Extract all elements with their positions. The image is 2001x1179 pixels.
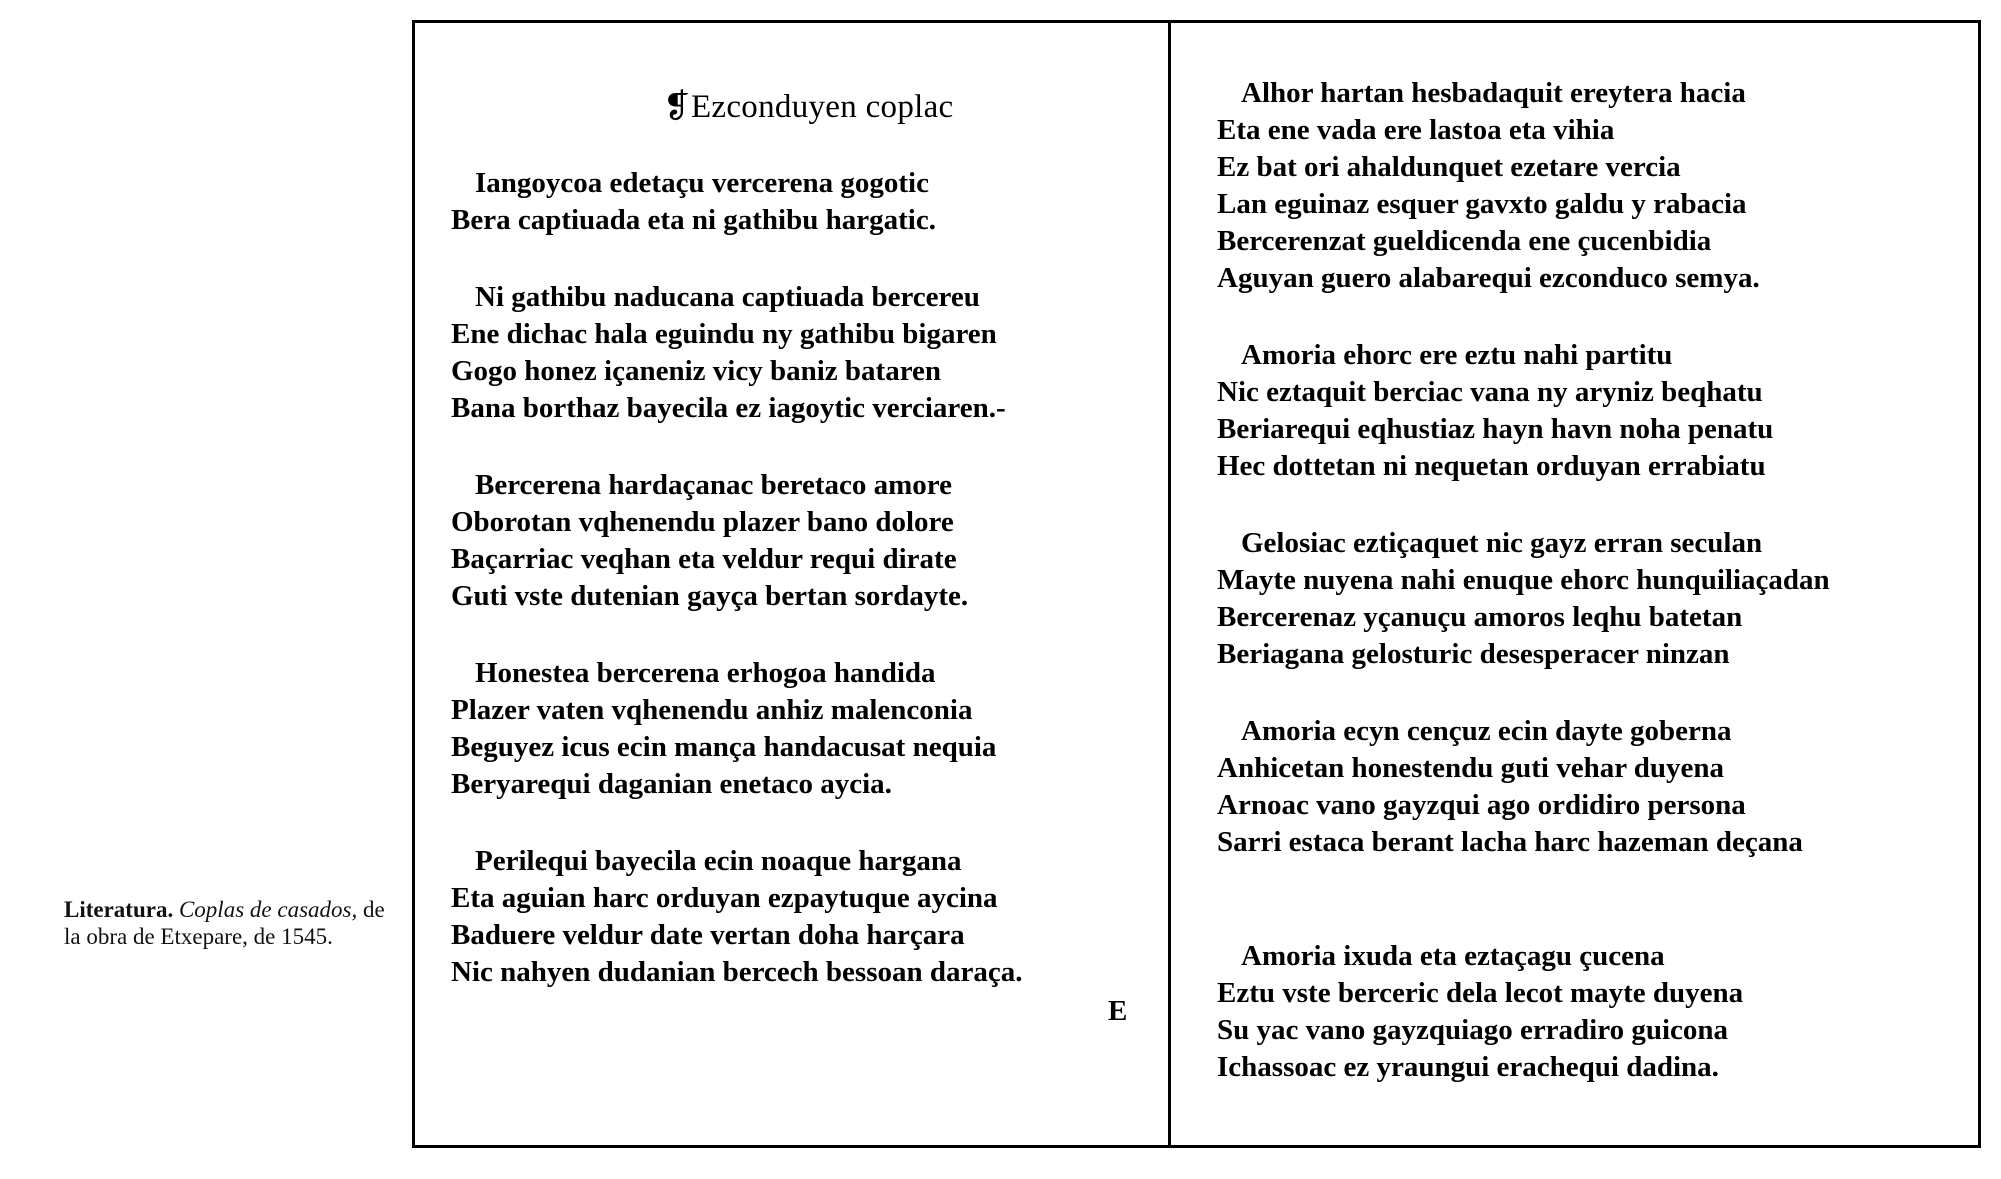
verse-line: Anhicetan honestendu guti vehar duyena	[1217, 752, 1725, 784]
caption-description: de la obra de Etxepare, de 1545.	[64, 897, 385, 949]
verse-line: Nic nahyen dudanian bercech bessoan daraça.	[451, 956, 1023, 988]
verse-line: Bana borthaz bayecila ez iagoytic verciaren.-	[451, 392, 1006, 424]
stanza	[451, 165, 936, 239]
stanza	[1217, 75, 1760, 297]
verse-line: Bera captiuada eta ni gathibu hargatic.	[451, 204, 936, 236]
verse-line: Aguyan guero alabarequi ezconduco semya.	[1217, 262, 1760, 294]
caption-work-title: Coplas de casados,	[178, 897, 358, 922]
verse-line: Bercerenaz yçanuçu amoros leqhu batetan	[1217, 601, 1743, 633]
verse-line: Amoria ehorc ere eztu nahi partitu	[1241, 339, 1673, 371]
stanza	[451, 655, 996, 803]
stanza	[451, 279, 1006, 427]
verse-line: Bercerena hardaçanac beretaco amore	[475, 469, 953, 501]
verse-line: Amoria ixuda eta eztaçagu çucena	[1241, 940, 1665, 972]
verse-line: Mayte nuyena nahi enuque ehorc hunquiliaçadan	[1217, 564, 1830, 596]
verse-line: Perilequi bayecila ecin noaque hargana	[475, 845, 962, 877]
stanza	[1217, 337, 1773, 485]
verse-line: Ene dichac hala eguindu ny gathibu bigaren	[451, 318, 997, 350]
verse-line: Nic eztaquit berciac vana ny aryniz beqhatu	[1217, 376, 1763, 408]
caption-title: Literatura.	[64, 897, 174, 922]
verse-line: Bercerenzat gueldicenda ene çucenbidia	[1217, 225, 1712, 257]
book-facsimile	[412, 20, 1981, 1148]
stanza	[1217, 525, 1830, 673]
verse-line: Amoria ecyn cençuz ecin dayte goberna	[1241, 715, 1732, 747]
verse-line: Ez bat ori ahaldunquet ezetare vercia	[1217, 151, 1681, 183]
verse-line: Plazer vaten vqhenendu anhiz malenconia	[451, 694, 973, 726]
verse-line: Ichassoac ez yraungui erachequi dadina.	[1217, 1051, 1719, 1083]
verse-line: Beriarequi eqhustiaz hayn havn noha penatu	[1217, 413, 1774, 445]
verse-line: Beryarequi daganian enetaco aycia.	[451, 768, 892, 800]
verse-line: Honestea bercerena erhogoa handida	[475, 657, 936, 689]
verse-line: Alhor hartan hesbadaquit ereytera hacia	[1241, 77, 1746, 109]
left-page	[415, 23, 1168, 1145]
verse-line: Beriagana gelosturic desesperacer ninzan	[1217, 638, 1730, 670]
verse-line: Sarri estaca berant lacha harc hazeman deçana	[1217, 826, 1803, 858]
verse-line: Beguyez icus ecin mança handacusat nequia	[451, 731, 997, 763]
figure-caption	[64, 896, 394, 950]
verse-line: Gelosiac eztiçaquet nic gayz erran seculan	[1241, 527, 1763, 559]
right-page	[1171, 23, 1978, 1145]
verse-line: Eztu vste berceric dela lecot mayte duyena	[1217, 977, 1744, 1009]
stanza	[1217, 938, 1743, 1086]
verse-line: Hec dottetan ni nequetan orduyan errabiatu	[1217, 450, 1766, 482]
verse-line: Arnoac vano gayzqui ago ordidiro persona	[1217, 789, 1746, 821]
stanza	[451, 467, 968, 615]
verse-line: Eta aguian harc orduyan ezpaytuque aycina	[451, 882, 998, 914]
verse-line: Baduere veldur date vertan doha harçara	[451, 919, 965, 951]
verse-line: Iangoycoa edetaçu vercerena gogotic	[475, 167, 929, 199]
verse-line: Oborotan vqhenendu plazer bano dolore	[451, 506, 954, 538]
verse-line: Guti vste dutenian gayça bertan sordayte.	[451, 580, 969, 612]
verse-line: Eta ene vada ere lastoa eta vihia	[1217, 114, 1615, 146]
verse-line: Lan eguinaz esquer gavxto galdu y rabacia	[1217, 188, 1747, 220]
page-title: ❡Ezconduyen coplac	[663, 89, 954, 125]
verse-line: Gogo honez içaneniz vicy baniz bataren	[451, 355, 942, 387]
catchword: E	[1108, 995, 1128, 1027]
verse-line: Ni gathibu naducana captiuada bercereu	[475, 281, 980, 313]
verse-line: Su yac vano gayzquiago erradiro guicona	[1217, 1014, 1729, 1046]
stanza	[1217, 713, 1803, 861]
verse-line: Baçarriac veqhan eta veldur requi dirate	[451, 543, 957, 575]
stanza	[451, 843, 1023, 991]
